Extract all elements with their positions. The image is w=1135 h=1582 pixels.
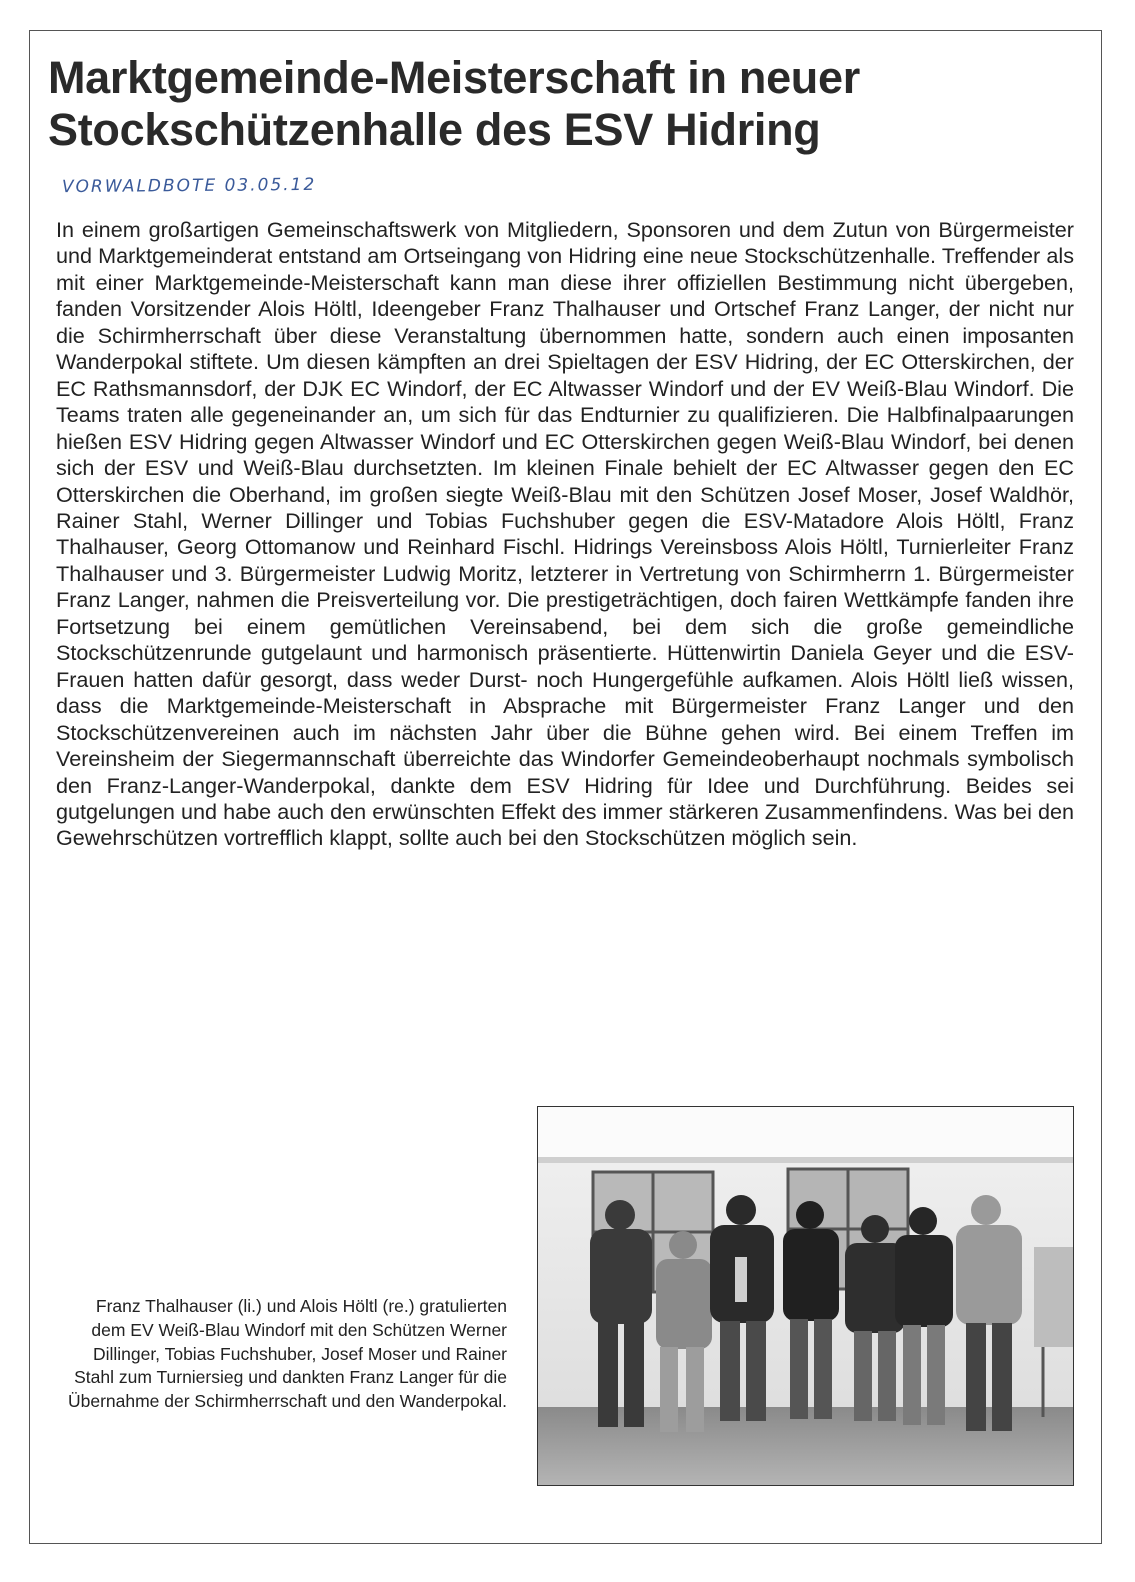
- handwritten-source-note: VORWALDBOTE 03.05.12: [61, 174, 317, 198]
- article-headline: Marktgemeinde-Meisterschaft in neuer Stockschützenhalle des ESV Hidring: [48, 52, 860, 155]
- team-photo: [537, 1106, 1074, 1486]
- article-body: In einem großartigen Gemeinschaftswerk von Mitgliedern, Sponsoren und dem Zutun von Bürgermeister und Marktgemeinderat entstand am Ortseingang von Hidring eine neue Stockschützenhalle. Treffender als mit einer Marktgemeinde-Meisterschaft kann man diese ihrer offiziellen Bestimmung nicht übergeben, fanden Vorsitzender Alois Höltl, Ideengeber Franz Thalhauser und Ortschef Franz Langer, der nicht nur die Schirmherrschaft über diese Veranstaltung übernommen hatte, sondern auch einen imposanten Wanderpokal stiftete. Um diesen kämpften an drei Spieltagen der ESV Hidring, der EC Otterskirchen, der EC Rathsmannsdorf, der DJK EC Windorf, der EC Altwasser Windorf und der EV Weiß-Blau Windorf. Die Teams traten alle gegeneinander an, um sich für das Endturnier zu qualifizieren. Die Halbfinalpaarungen hießen ESV Hidring gegen Altwasser Windorf und EC Otterskirchen gegen Weiß-Blau Windorf, bei denen sich der ESV und Weiß-Blau durchsetzten. Im kleinen Finale behielt der EC Altwasser gegen den EC Otterskirchen die Oberhand, im großen siegte Weiß-Blau mit den Schützen Josef Moser, Josef Waldhör, Rainer Stahl, Werner Dillinger und Tobias Fuchshuber gegen die ESV-Matadore Alois Höltl, Franz Thalhauser, Georg Ottomanow und Reinhard Fischl. Hidrings Vereinsboss Alois Höltl, Turnierleiter Franz Thalhauser und 3. Bürgermeister Ludwig Moritz, letzterer in Vertretung von Schirmherrn 1. Bürgermeister Franz Langer, nahmen die Preisverteilung vor. Die prestigeträchtigen, doch fairen Wettkämpfe fanden ihre Fortsetzung bei einem gemütlichen Vereinsabend, bei dem sich die große gemeindliche Stockschützenrunde gutgelaunt und harmonisch präsentierte. Hüttenwirtin Daniela Geyer und die ESV-Frauen hatten dafür gesorgt, dass weder Durst- noch Hungergefühle aufkamen. Alois Höltl ließ wissen, dass die Marktgemeinde-Meisterschaft in Absprache mit Bürgermeister Franz Langer und den Stockschützenvereinen auch im nächsten Jahr über die Bühne gehen wird. Bei einem Treffen im Vereinsheim der Siegermannschaft überreichte das Windorfer Gemeindeoberhaupt nochmals symbolisch den Franz-Langer-Wanderpokal, dankte dem ESV Hidring für Idee und Durchführung. Beides sei gutgelungen und habe auch den erwünschten Effekt des immer stärkeren Zusammenfindens. Was bei den Gewehrschützen vortrefflich klappt, sollte auch bei den Stockschützen möglich sein.: [56, 217, 1074, 851]
- team-photo-image: [538, 1107, 1074, 1486]
- photo-caption: Franz Thalhauser (li.) und Alois Höltl (re.) gratulierten dem EV Weiß-Blau Windorf mit den Schützen Werner Dillinger, Tobias Fuchshuber, Josef Moser und Rainer Stahl zum Turniersieg und dankten Franz Langer für die Übernahme der Schirmherrschaft und den Wanderpokal.: [67, 1296, 507, 1412]
